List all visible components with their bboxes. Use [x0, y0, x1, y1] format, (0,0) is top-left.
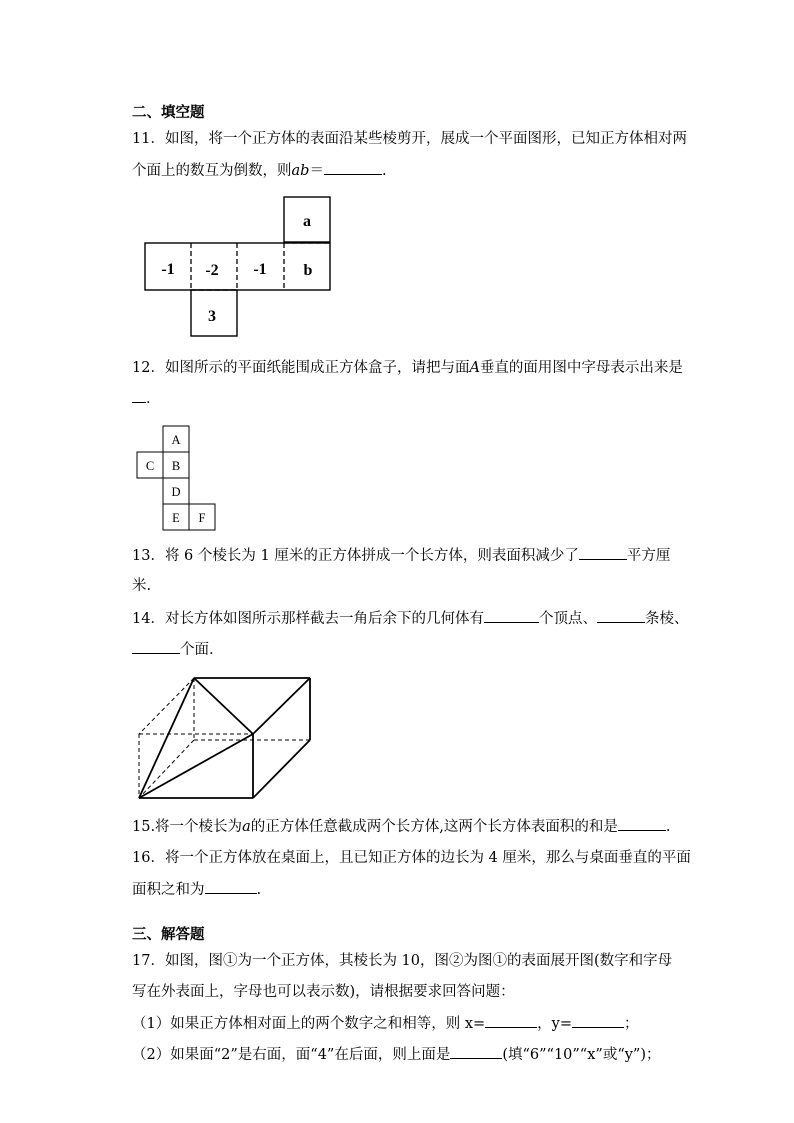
q12-net-label-E: E [172, 511, 180, 525]
q15-var-a: a [242, 819, 251, 835]
q11-text-line1: 11．如图，将一个正方体的表面沿某些棱剪开，展成一个平面图形，已知正方体相对两 [132, 131, 687, 147]
q12-net-label-B: B [171, 459, 181, 473]
q12-line1-pre: 12．如图所示的平面纸能围成正方体盒子，请把与面 [132, 360, 470, 376]
q14-edge [253, 740, 310, 798]
q17-sub1-pre: （1）如果正方体相对面上的两个数字之和相等，则 x= [132, 1016, 486, 1032]
q12-net-label-A: A [171, 433, 181, 447]
q13-line1-pre: 13．将 6 个棱长为 1 厘米的正方体拼成一个长方体，则表面积减少了 [132, 548, 579, 564]
q12-var-A: A [469, 360, 480, 376]
q11-equals: ＝ [309, 163, 324, 179]
q13-text-line2: 米. [132, 578, 152, 594]
q17-sub1-mid: ，y= [537, 1016, 573, 1032]
q17-sub1-post: ； [624, 1016, 639, 1032]
q11-net-label-b: b [303, 262, 313, 279]
q13-line1-post: 平方厘 [626, 548, 671, 564]
q11-net-label-a: a [303, 213, 311, 230]
q14-edge [253, 678, 310, 734]
q15-answer-blank[interactable] [618, 816, 666, 831]
q11-var-ab: ab [291, 163, 310, 179]
section-title-fill-blank: 二、填空题 [132, 104, 205, 121]
q15-post: . [665, 819, 671, 835]
q12-net-label-D: D [171, 485, 181, 499]
q17-top-face-blank[interactable] [450, 1044, 502, 1059]
q12-net-label-F: F [198, 511, 206, 525]
q16-line2-post: . [256, 882, 262, 898]
q11-net-label-m2: -2 [205, 262, 219, 279]
q14-edge [139, 734, 253, 798]
q17-text-line1: 17．如图，图①为一个正方体，其棱长为 10，图②为图①的表面展开图(数字和字母 [132, 953, 673, 969]
section-title-answer: 三、解答题 [132, 926, 205, 943]
q17-y-blank[interactable] [572, 1013, 624, 1028]
q14-line2-post: 个面． [180, 642, 224, 658]
q17-sub2-pre: （2）如果面“2”是右面，面“4”在后面，则上面是 [132, 1047, 451, 1063]
q14-hidden-edge [139, 678, 194, 734]
q17-sub2-post: (填“6”“10”“x”或“y”)； [502, 1047, 661, 1063]
q14-line1-mid1: 个顶点、 [538, 611, 597, 627]
q11-line2-pre: 个面上的数互为倒数，则 [132, 163, 292, 179]
q17-x-blank[interactable] [485, 1013, 537, 1028]
q11-net-label-3: 3 [208, 308, 216, 325]
q14-line1-mid2: 条棱、 [644, 611, 689, 627]
q16-answer-blank[interactable] [205, 879, 257, 894]
q14-edge [194, 678, 253, 734]
q15-text [132, 816, 670, 837]
q15-mid: 的正方体任意截成两个长方体,这两个长方体表面积的和是 [250, 819, 618, 835]
q17-sub1 [132, 1013, 639, 1034]
q12-net-label-C: C [145, 459, 155, 473]
q15-pre: 15.将一个棱长为 [132, 819, 243, 835]
q16-line2-pre: 面积之和为 [132, 882, 205, 898]
q11-net-label-m1: -1 [161, 261, 175, 278]
q12-line2-post: ． [146, 391, 161, 407]
q11-line2-post: . [381, 163, 387, 179]
q16-text-line2 [132, 879, 261, 900]
q14-edge [139, 678, 194, 798]
q14-line1-pre: 14．对长方体如图所示那样截去一角后余下的几何体有 [132, 611, 484, 627]
q16-text-line1: 16．将一个正方体放在桌面上，且已知正方体的边长为 4 厘米，那么与桌面垂直的平面 [132, 850, 691, 866]
q11-net-label-m3: -1 [253, 261, 267, 278]
q14-hidden-edge [139, 740, 194, 798]
q17-text-line2: 写在外表面上，字母也可以表示数)，请根据要求回答问题： [132, 984, 515, 1000]
q17-sub2 [132, 1044, 661, 1065]
q12-line1-post: 垂直的面用图中字母表示出来是 [479, 360, 683, 376]
